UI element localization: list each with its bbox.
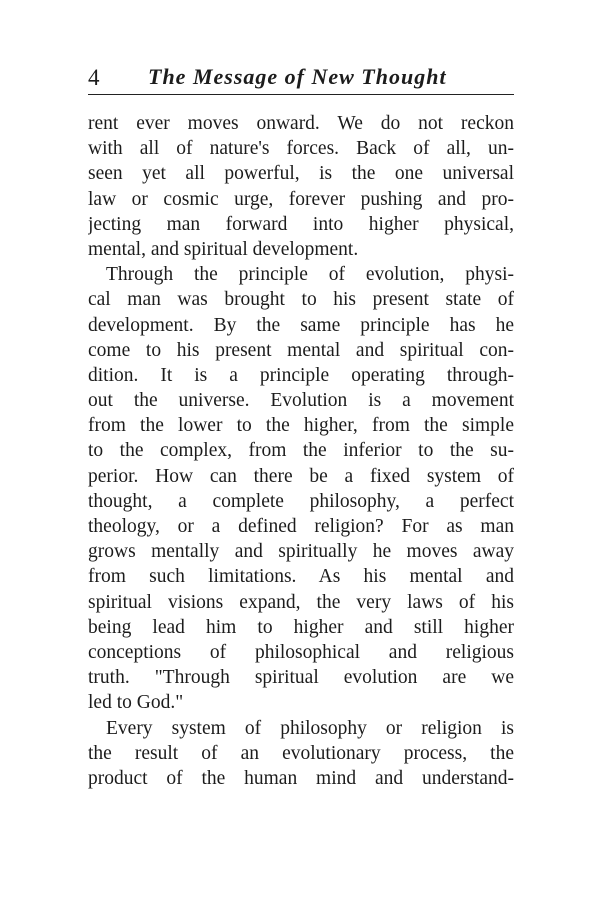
text-line: grows mentally and spiritually he moves away bbox=[88, 541, 514, 563]
text-line: thought, a complete philosophy, a perfect bbox=[88, 490, 514, 512]
text-line: perior. How can there be a fixed system of bbox=[88, 465, 514, 487]
text-line: product of the human mind and understand- bbox=[88, 767, 514, 789]
text-line: theology, or a defined religion? For as man bbox=[88, 516, 514, 537]
text-line: Through the principle of evolution, physi- bbox=[106, 264, 514, 286]
text-line: cal man was brought to his present state of bbox=[88, 289, 514, 311]
text-line: to the complex, from the inferior to the su- bbox=[88, 440, 514, 462]
text-line: jecting man forward into higher physical, bbox=[88, 213, 514, 235]
text-line: development. By the same principle has he bbox=[88, 314, 514, 336]
text-line: spiritual visions expand, the very laws of his bbox=[88, 591, 514, 613]
text-line: mental, and spiritual development. bbox=[88, 238, 359, 260]
text-line: dition. It is a principle operating through- bbox=[88, 364, 514, 386]
text-line: seen yet all powerful, is the one universal bbox=[88, 163, 514, 185]
text-line: law or cosmic urge, forever pushing and pro- bbox=[88, 188, 514, 210]
text-line: from the lower to the higher, from the simple bbox=[88, 415, 514, 437]
text-line: rent ever moves onward. We do not reckon bbox=[88, 113, 514, 134]
text-line: being lead him to higher and still higher bbox=[88, 616, 514, 638]
text-line: truth. "Through spiritual evolution are we bbox=[88, 667, 514, 689]
page-header bbox=[88, 60, 514, 95]
text-line: from such limitations. As his mental and bbox=[88, 566, 514, 588]
book-page bbox=[88, 60, 514, 791]
text-line: with all of nature's forces. Back of all, un- bbox=[88, 138, 514, 160]
text-line: the result of an evolutionary process, the bbox=[88, 742, 514, 764]
page-number: 4 bbox=[88, 65, 100, 90]
running-title: The Message of New Thought bbox=[148, 64, 447, 89]
text-line: led to God." bbox=[88, 692, 184, 714]
text-line: Every system of philosophy or religion is bbox=[106, 717, 514, 739]
text-line: out the universe. Evolution is a movement bbox=[88, 390, 514, 412]
body-text bbox=[88, 111, 514, 791]
text-line: come to his present mental and spiritual con- bbox=[88, 339, 514, 361]
text-line: conceptions of philosophical and religious bbox=[88, 641, 514, 663]
